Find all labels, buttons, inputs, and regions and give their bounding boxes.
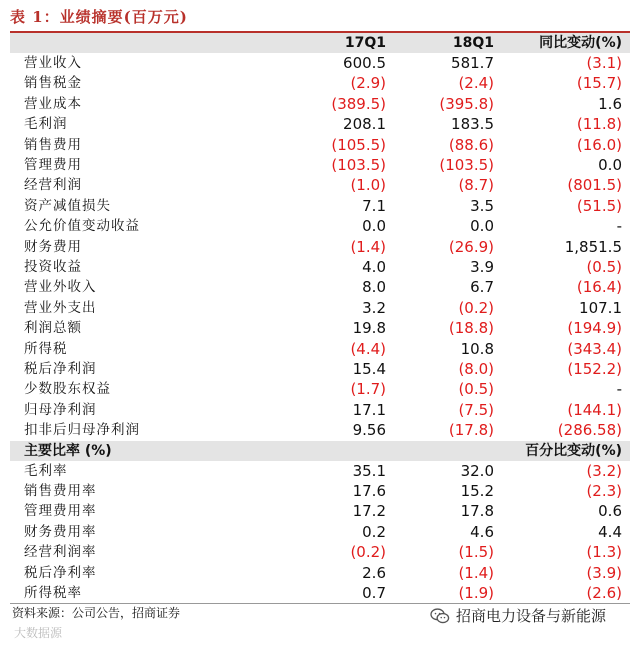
cell-change: 0.6 [598,502,622,521]
row-label: 投资收益 [24,259,82,275]
cell-change: (343.4) [567,339,622,358]
cell-18q1: 10.8 [460,339,494,358]
cell-change: (152.2) [567,360,622,378]
row-label: 财务费用率 [24,523,97,540]
cell-17q1: 3.2 [362,298,386,317]
cell-18q1: 0.0 [470,217,494,236]
income-row [10,298,630,318]
cell-18q1: (8.7) [458,176,494,195]
cell-change: (15.7) [576,74,622,93]
cell-17q1: 0.7 [362,584,386,602]
income-row [10,155,630,175]
ratio-header [10,441,630,461]
row-label: 营业外收入 [24,279,97,296]
cell-change: (11.8) [576,115,622,134]
header-col-yoy: 同比变动(%) [539,35,622,51]
cell-17q1: (4.4) [350,339,386,358]
cell-17q1: 17.2 [352,502,386,521]
cell-18q1: 4.6 [470,522,494,541]
income-row [10,420,630,440]
row-label: 财务费用 [24,238,82,255]
cell-change: (2.3) [586,482,622,500]
cell-18q1: 17.8 [460,502,494,521]
row-label: 所得税率 [24,585,82,601]
income-row [10,135,630,155]
cell-18q1: (88.6) [448,135,494,154]
cell-17q1: 15.4 [352,360,386,378]
header-col-17q1: 17Q1 [344,35,386,51]
ratio-row [10,583,630,603]
cell-17q1: 17.1 [352,400,386,419]
cell-18q1: 3.5 [470,196,494,215]
cell-17q1: 0.0 [362,217,386,236]
ratio-row [10,542,630,562]
cell-change: 0.0 [598,156,622,174]
cell-18q1: (1.9) [458,584,494,602]
cell-17q1: (0.2) [350,543,386,562]
cell-17q1: 8.0 [362,278,386,297]
cell-17q1: 19.8 [352,319,386,338]
cell-change: (51.5) [576,196,622,215]
cell-change: (3.9) [586,563,622,582]
watermark-text: 招商电力设备与新能源 [456,607,607,625]
cell-change: 1.6 [598,94,622,113]
cell-18q1: (8.0) [458,360,494,378]
cell-17q1: 208.1 [343,115,386,134]
cell-17q1: (389.5) [331,94,386,113]
income-row [10,53,630,73]
header-col-18q1: 18Q1 [452,35,494,51]
row-label: 毛利润 [24,116,68,133]
row-label: 营业外支出 [24,299,97,316]
ratio-row [10,563,630,583]
cell-17q1: (1.4) [350,237,386,256]
income-row [10,379,630,399]
cell-18q1: 6.7 [470,278,494,297]
income-row [10,94,630,114]
row-label: 经营利润 [24,177,82,194]
cell-17q1: (1.7) [350,380,386,399]
cell-18q1: 32.0 [460,461,494,480]
source-note: 资料来源：公司公告，招商证券 [12,606,181,620]
row-label: 公允价值变动收益 [24,218,140,235]
income-row [10,400,630,420]
cell-18q1: 3.9 [470,258,494,276]
row-label: 营业收入 [24,55,82,71]
cell-18q1: (1.4) [458,563,494,582]
cell-18q1: 183.5 [451,115,494,134]
cell-18q1: (26.9) [448,237,494,256]
cell-17q1: 35.1 [352,461,386,480]
background-watermark: 大数据源 [14,626,63,640]
cell-change: - [616,217,622,236]
cell-17q1: (105.5) [331,135,386,154]
cell-change: (286.58) [557,421,622,440]
row-label: 税后净利率 [24,564,97,581]
row-label: 利润总额 [24,320,82,337]
table-title: 表 1：业绩摘要(百万元) [10,8,188,26]
wechat-icon [430,607,450,625]
cell-change: (801.5) [567,176,622,195]
cell-18q1: (103.5) [439,156,494,174]
ratio-header-col-change: 百分比变动(%) [525,442,622,459]
income-row [10,216,630,236]
income-row [10,277,630,297]
row-label: 销售费用 [24,136,82,153]
cell-17q1: (2.9) [350,74,386,93]
cell-18q1: (7.5) [458,400,494,419]
ratio-row [10,461,630,481]
row-label: 税后净利润 [24,361,97,377]
cell-17q1: 7.1 [362,196,386,215]
row-label: 资产减值损失 [24,197,111,214]
income-row [10,175,630,195]
cell-18q1: (18.8) [448,319,494,338]
cell-change: (16.4) [576,278,622,297]
cell-change: 107.1 [579,298,622,317]
account-watermark [430,604,606,628]
row-label: 毛利率 [24,462,68,479]
cell-change: 1,851.5 [564,237,622,256]
income-row [10,318,630,338]
cell-18q1: (2.4) [458,74,494,93]
row-label: 经营利润率 [24,544,97,561]
ratio-row [10,501,630,521]
row-label: 所得税 [24,340,68,357]
cell-17q1: (1.0) [350,176,386,195]
cell-change: (2.6) [586,584,622,602]
cell-18q1: (1.5) [458,543,494,562]
cell-change: - [616,380,622,399]
cell-17q1: 0.2 [362,522,386,541]
cell-18q1: (17.8) [448,421,494,440]
cell-18q1: (395.8) [439,94,494,113]
row-label: 扣非后归母净利润 [24,422,140,439]
cell-17q1: 2.6 [362,563,386,582]
ratio-header-label: 主要比率 (%) [24,442,112,459]
row-label: 归母净利润 [24,401,97,418]
cell-change: (1.3) [586,543,622,562]
cell-17q1: 600.5 [343,54,386,72]
cell-change: (3.1) [586,54,622,72]
row-label: 销售税金 [24,75,82,92]
cell-17q1: 9.56 [352,421,386,440]
income-row [10,339,630,359]
cell-18q1: 15.2 [460,482,494,500]
income-row [10,114,630,134]
income-row [10,73,630,93]
income-row [10,257,630,277]
cell-17q1: (103.5) [331,156,386,174]
row-label: 管理费用率 [24,503,97,520]
row-label: 营业成本 [24,95,82,112]
row-label: 少数股东权益 [24,381,111,398]
cell-change: (16.0) [576,135,622,154]
income-row [10,237,630,257]
row-label: 销售费用率 [24,483,97,499]
cell-18q1: (0.5) [458,380,494,399]
cell-change: (194.9) [567,319,622,338]
table-header [10,33,630,53]
cell-change: 4.4 [598,522,622,541]
cell-change: (0.5) [586,258,622,276]
row-label: 管理费用 [24,157,82,173]
cell-18q1: 581.7 [451,54,494,72]
cell-17q1: 4.0 [362,258,386,276]
ratio-row [10,522,630,542]
cell-change: (144.1) [567,400,622,419]
income-row [10,196,630,216]
ratio-row [10,481,630,501]
cell-18q1: (0.2) [458,298,494,317]
cell-change: (3.2) [586,461,622,480]
cell-17q1: 17.6 [352,482,386,500]
income-row [10,359,630,379]
